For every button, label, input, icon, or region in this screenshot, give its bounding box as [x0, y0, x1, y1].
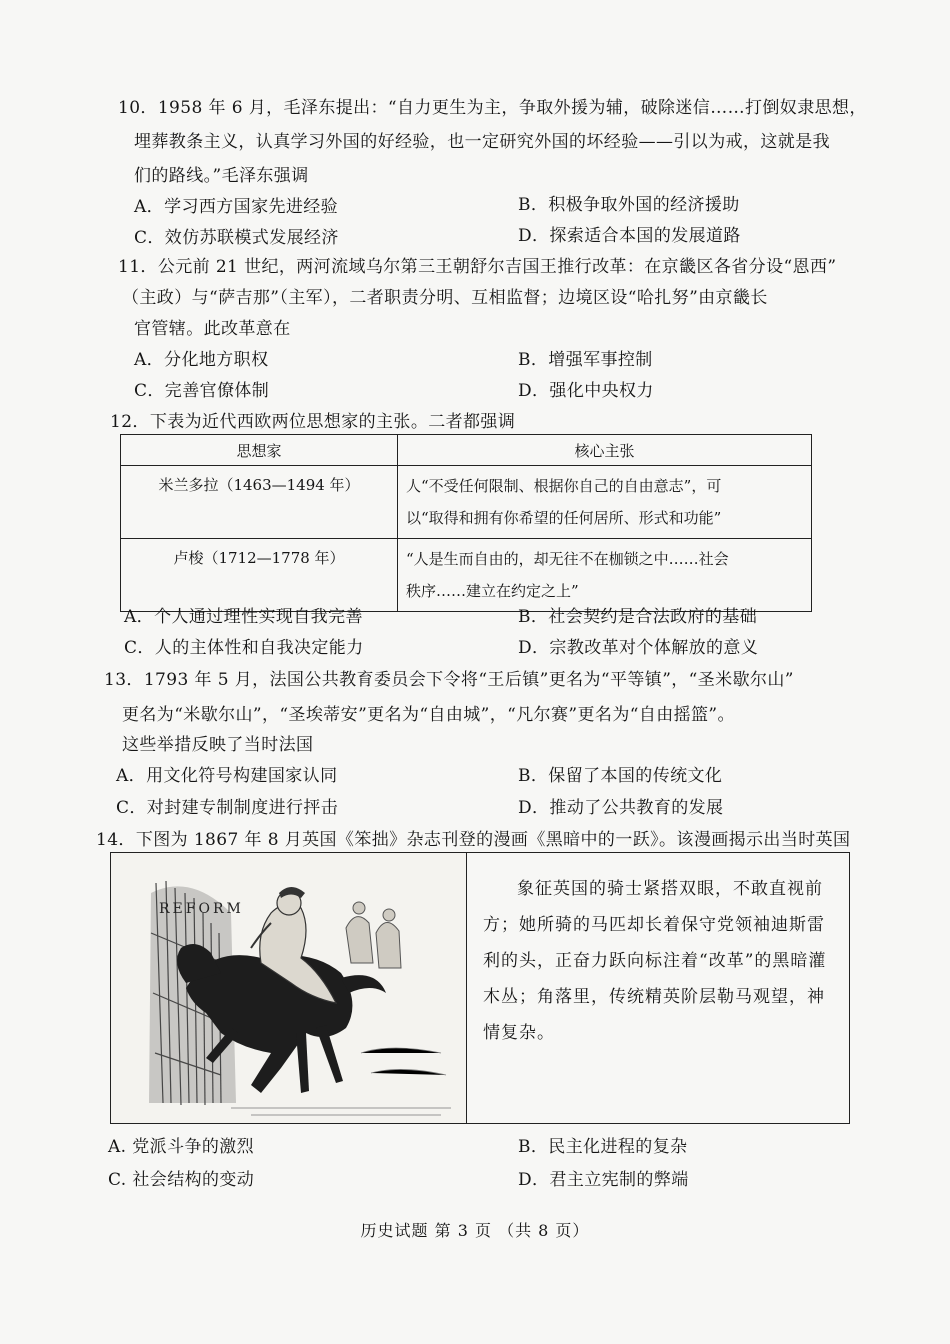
q14-option-a: A. 党派斗争的激烈 — [108, 1137, 255, 1157]
q12-option-d: D．宗教改革对个体解放的意义 — [518, 638, 759, 658]
q10-stem-line-1: 10．1958 年 6 月，毛泽东提出：“自力更生为主，争取外援为辅，破除迷信……打倒奴隶思想， — [118, 98, 867, 118]
q13-option-b: B．保留了本国的传统文化 — [518, 766, 723, 786]
claim-line: 人“不受任何限制、根据你自己的自由意志”，可 — [406, 477, 722, 495]
cartoon-description: 象征英国的骑士紧搭双眼，不敢直视前方；她所骑的马匹却长着保守党领袖迪斯雷利的头，正奋力跃向标注着“改革”的黑暗灌木丛；角落里，传统精英阶层勒马观望，神情复杂。 — [483, 879, 827, 1043]
table-header-claim: 核心主张 — [398, 435, 812, 466]
q12-stem: 12．下表为近代西欧两位思想家的主张。二者都强调 — [110, 412, 516, 432]
q14-option-d: D．君主立宪制的弊端 — [518, 1170, 689, 1190]
q13-option-a: A．用文化符号构建国家认同 — [116, 766, 338, 786]
reform-label: REFORM — [159, 901, 244, 917]
thinker-claim — [398, 539, 812, 612]
q11-stem-line-2: （主政）与“萨吉那”（主军），二者职责分明、互相监督；边境区设“哈扎努”由京畿长 — [122, 288, 768, 308]
q10-option-d: D．探索适合本国的发展道路 — [518, 226, 741, 246]
table-row — [121, 466, 812, 539]
q12-option-c: C．人的主体性和自我决定能力 — [124, 638, 364, 658]
q11-option-d: D．强化中央权力 — [518, 381, 654, 401]
claim-line: “人是生而自由的，却无往不在枷锁之中……社会 — [406, 550, 729, 568]
q13-stem-line-1: 13．1793 年 5 月，法国公共教育委员会下令将“王后镇”更名为“平等镇”，“圣米歇尔山” — [104, 670, 794, 690]
q11-option-a: A．分化地方职权 — [134, 350, 269, 370]
q10-option-a: A．学习西方国家先进经验 — [134, 197, 339, 217]
thinker-claim — [398, 466, 812, 539]
table-header-thinker: 思想家 — [121, 435, 398, 466]
q11-stem-line-3: 官管辖。此改革意在 — [134, 319, 291, 339]
q14-option-b: B．民主化进程的复杂 — [518, 1137, 688, 1157]
q14-option-c: C. 社会结构的变动 — [108, 1170, 255, 1190]
page-footer: 历史试题 第 3 页 （共 8 页） — [360, 1221, 590, 1240]
cartoon-image — [111, 853, 467, 1123]
thinker-name: 卢梭（1712—1778 年） — [121, 539, 398, 612]
q13-option-d: D．推动了公共教育的发展 — [518, 798, 724, 818]
q13-stem-line-3: 这些举措反映了当时法国 — [122, 735, 314, 755]
thinker-name: 米兰多拉（1463—1494 年） — [121, 466, 398, 539]
q11-stem-line-1: 11．公元前 21 世纪，两河流域乌尔第三王朝舒尔吉国王推行改革：在京畿区各省分设“恩西” — [118, 257, 837, 277]
claim-line: 秩序……建立在约定之上” — [406, 582, 579, 600]
claim-line: 以“取得和拥有你希望的任何居所、形式和功能” — [406, 509, 722, 527]
q10-option-c: C．效仿苏联模式发展经济 — [134, 228, 339, 248]
q12-option-a: A．个人通过理性实现自我完善 — [124, 607, 363, 627]
q10-stem-line-3: 们的路线。”毛泽东强调 — [134, 166, 309, 186]
thinkers-table — [120, 434, 812, 612]
table-row — [121, 539, 812, 612]
q11-option-b: B．增强军事控制 — [518, 350, 653, 370]
q13-option-c: C．对封建专制制度进行抨击 — [116, 798, 339, 818]
cartoon-figure — [110, 852, 850, 1124]
q11-option-c: C．完善官僚体制 — [134, 381, 270, 401]
q12-option-b: B．社会契约是合法政府的基础 — [518, 607, 758, 627]
q10-stem-line-2: 埋葬教条主义，认真学习外国的好经验，也一定研究外国的坏经验——引以为戒，这就是我 — [134, 132, 830, 152]
q13-stem-line-2: 更名为“米歇尔山”，“圣埃蒂安”更名为“自由城”，“凡尔赛”更名为“自由摇篮”。 — [122, 705, 735, 725]
q14-stem: 14．下图为 1867 年 8 月英国《笨拙》杂志刊登的漫画《黑暗中的一跃》。该漫画揭示出当时英国 — [96, 830, 851, 850]
q10-option-b: B．积极争取外国的经济援助 — [518, 195, 740, 215]
